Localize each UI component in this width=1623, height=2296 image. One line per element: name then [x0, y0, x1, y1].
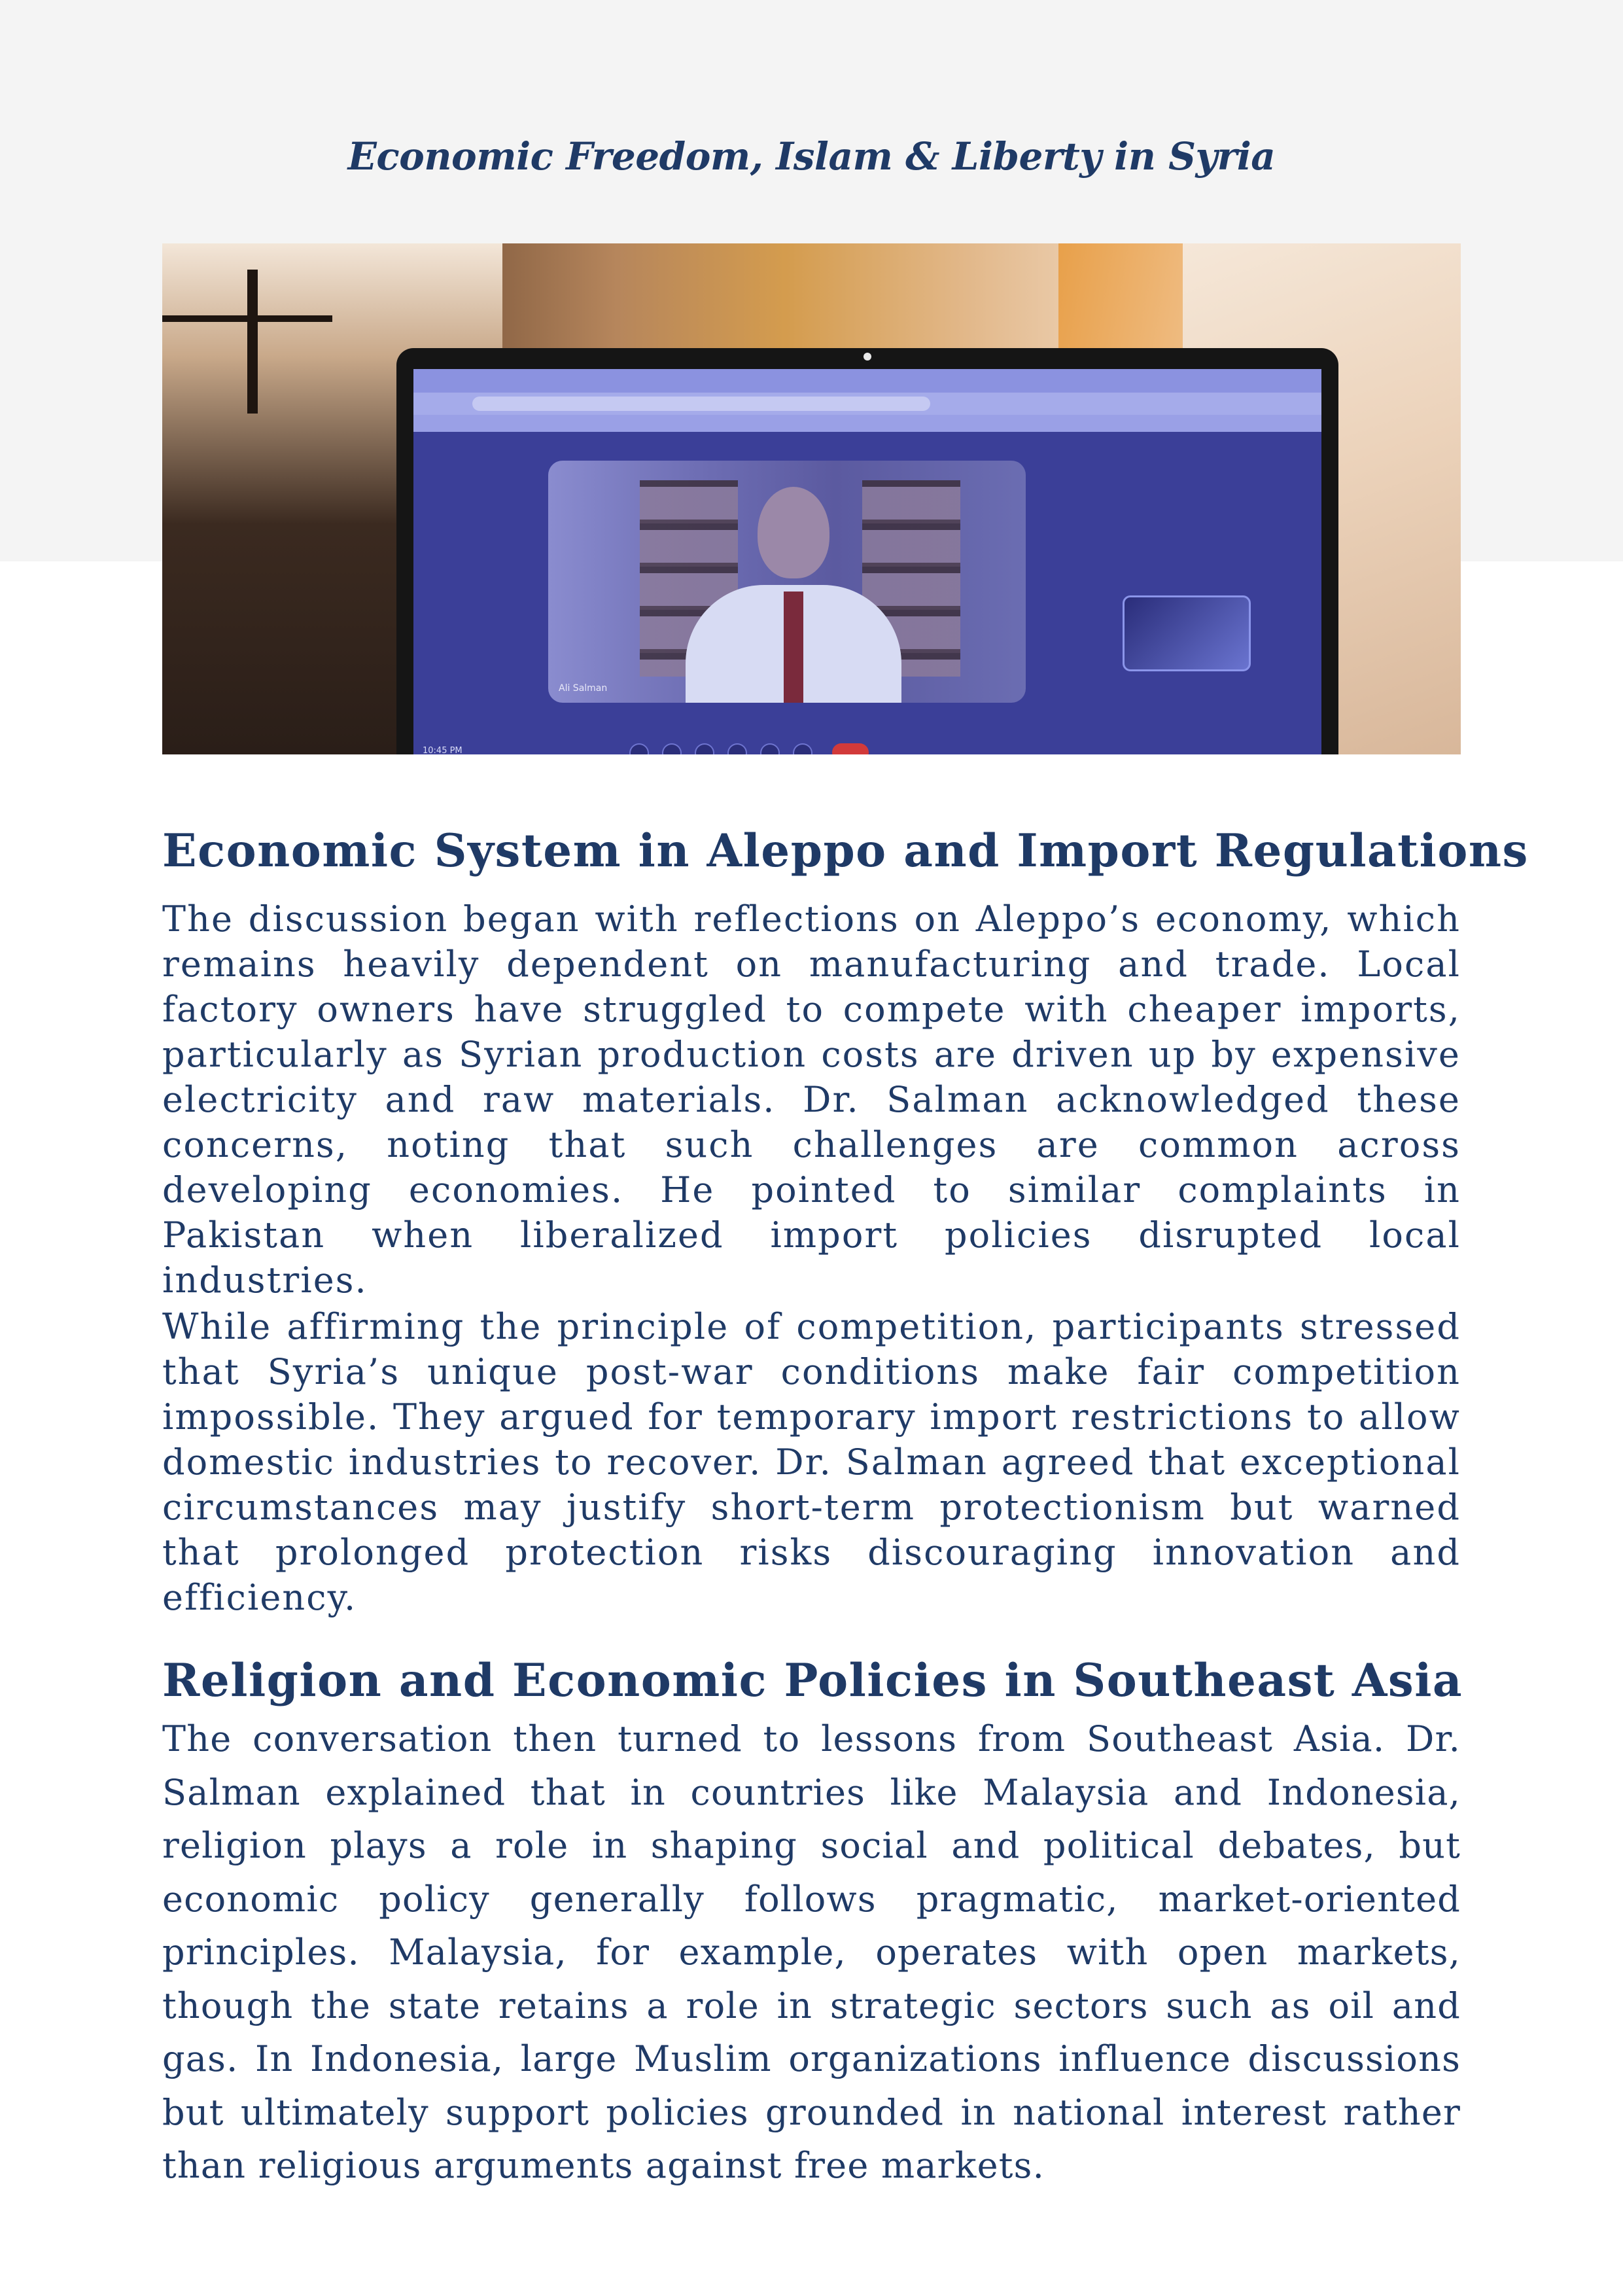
mic-icon [629, 743, 649, 754]
camera-icon [662, 743, 682, 754]
laptop-video-call-photo [162, 243, 1461, 754]
bookmarks-bar [413, 415, 1321, 432]
section-heading-aleppo: Economic System in Aleppo and Import Regulations [162, 824, 1529, 877]
webcam-dot [864, 353, 871, 361]
chair-rail [162, 315, 332, 322]
main-video-tile [548, 461, 1026, 703]
paragraph-aleppo-1: The discussion began with reflections on Aleppo’s economy, which remains heavily dependent on manufacturing and trade. Local factory owners have struggled to compete with cheaper imports, particularly as Syrian production costs are driven up by expensive electricity and raw materials. Dr. Salman acknowledged these concerns, noting that such challenges are common across developing economies. He pointed to similar complaints in Pakistan when liberalized import policies disrupted local industries. [162, 898, 1461, 1301]
speaker-head [758, 487, 829, 578]
speaker-tie [784, 592, 803, 703]
present-icon [760, 743, 780, 754]
browser-tab-strip [413, 369, 1321, 393]
call-time: 10:45 PM [423, 746, 462, 754]
laptop [396, 348, 1338, 754]
call-controls-bar [413, 735, 1321, 754]
browser-address-bar [413, 393, 1321, 415]
section-heading-southeast-asia: Religion and Economic Policies in Southeast Asia [162, 1654, 1463, 1707]
raise-hand-icon [793, 743, 812, 754]
document-header-title: Economic Freedom, Islam & Liberty in Syria [347, 134, 1276, 179]
paragraph-southeast-asia-1: The conversation then turned to lessons from Southeast Asia. Dr. Salman explained that in countries like Malaysia and Indonesia, religion plays a role in shaping social and political debates, but economic policy generally follows pragmatic, market-oriented principles. Malaysia, for example, operates with open markets, though the state retains a role in strategic sectors such as oil and gas. In Indonesia, large Muslim organizations influence discussions but ultimately support policies grounded in national interest rather than religious arguments against free markets. [162, 1718, 1461, 2186]
self-view-tile [1123, 595, 1251, 671]
end-call-icon [832, 743, 869, 754]
emoji-icon [727, 743, 747, 754]
laptop-screen [413, 369, 1321, 754]
paragraph-aleppo-2: While affirming the principle of competition, participants stressed that Syria’s unique post-war conditions make fair competition impossible. They argued for temporary import restrictions to allow domestic industries to recover. Dr. Salman agreed that exceptional circumstances may justify short-term protectionism but warned that prolonged protection risks discouraging innovation and efficiency. [162, 1306, 1461, 1618]
speaker-name-tag: Ali Salman [559, 683, 608, 694]
captions-icon [695, 743, 714, 754]
url-field [472, 397, 930, 411]
chair-leg [247, 270, 258, 414]
